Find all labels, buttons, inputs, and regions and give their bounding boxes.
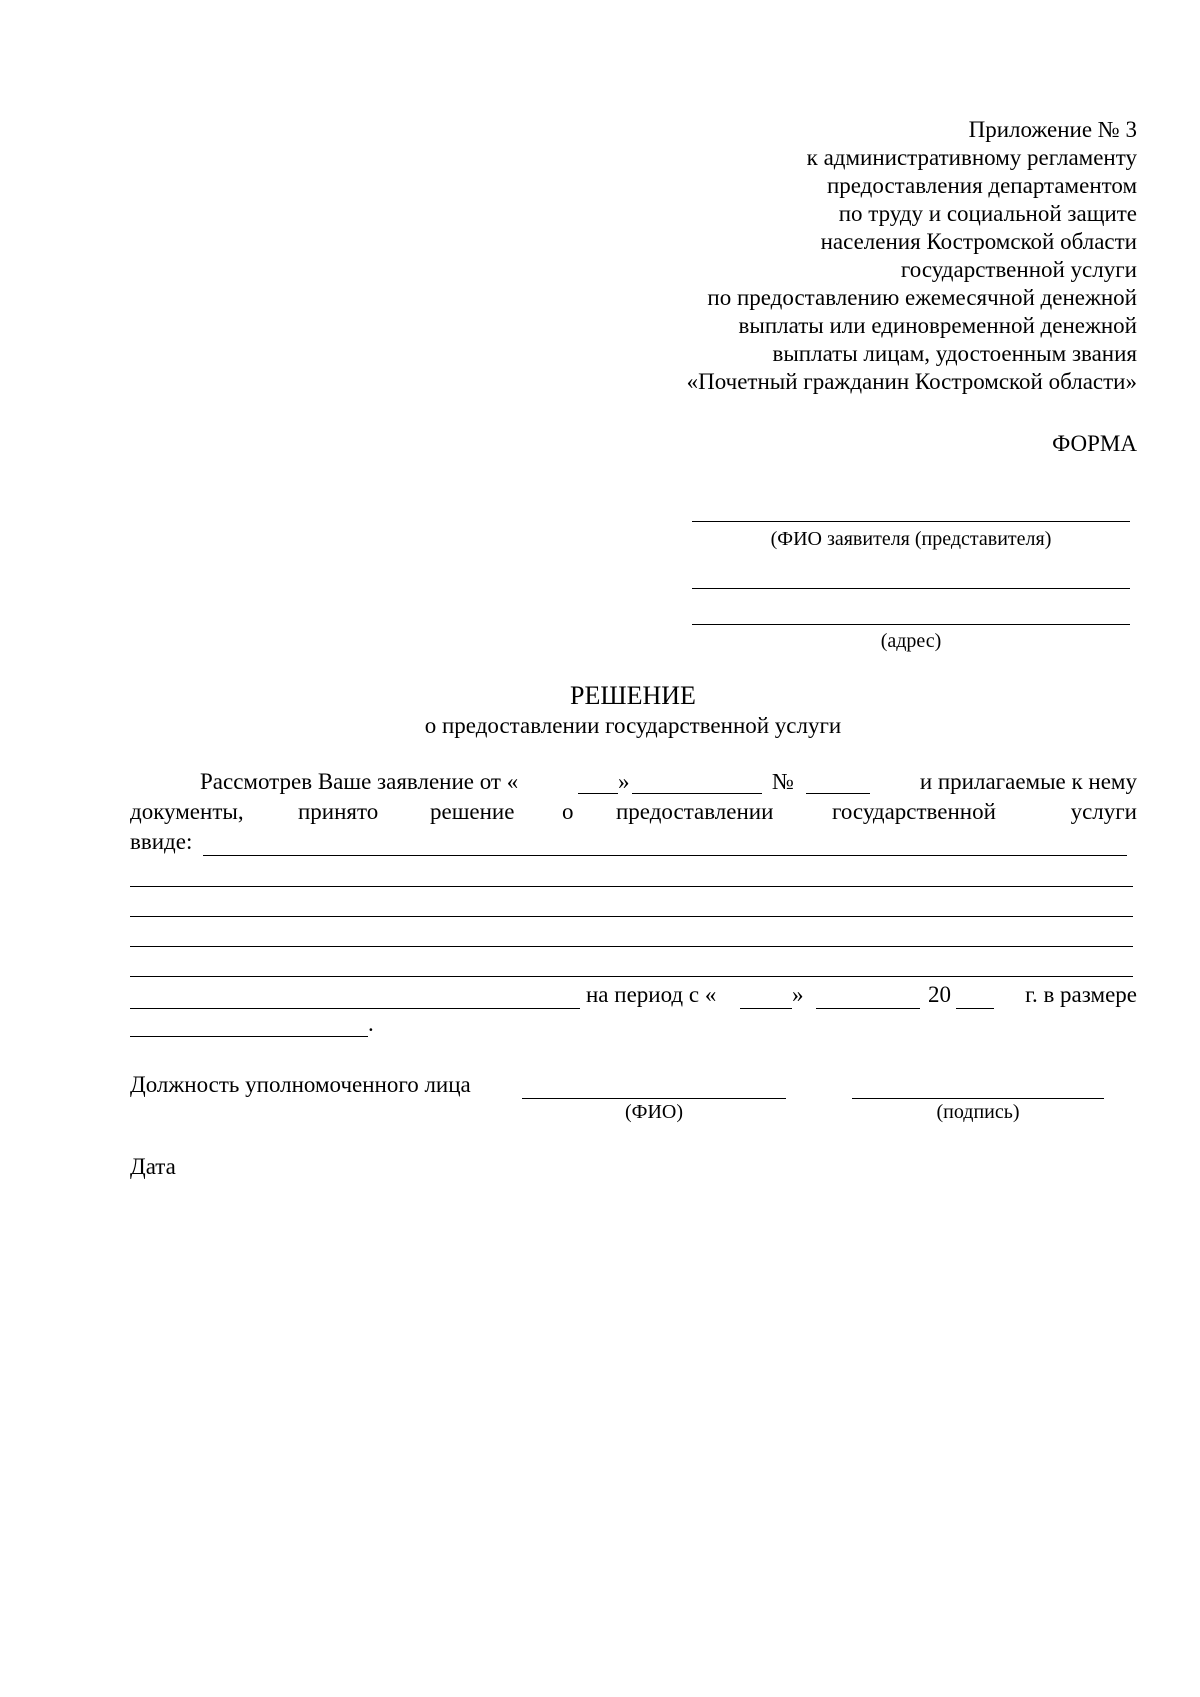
body-text-number-sign: № [772, 769, 794, 794]
period-year-blank[interactable] [956, 1008, 994, 1009]
appendix-line: населения Костромской области [820, 229, 1137, 254]
period-text: на период с « [586, 982, 717, 1007]
body-word: государственной [832, 799, 996, 824]
service-type-blank[interactable] [203, 855, 1127, 856]
signature-caption: (подпись) [936, 1101, 1020, 1123]
appendix-line: по труду и социальной защите [838, 201, 1137, 226]
appendix-line: Приложение № 3 [968, 117, 1137, 142]
appendix-line: к административному регламенту [806, 145, 1137, 170]
form-label: ФОРМА [1052, 431, 1137, 456]
signature-blank[interactable] [852, 1098, 1104, 1099]
applicant-name-line[interactable] [692, 521, 1130, 522]
body-text-quote-close: » [618, 769, 630, 794]
body-word: решение [430, 799, 515, 824]
period-day-blank[interactable] [740, 1008, 792, 1009]
application-day-blank[interactable] [578, 793, 618, 794]
address-line-1[interactable] [692, 588, 1130, 589]
period-quote-close: » [792, 982, 804, 1007]
service-blank-line[interactable] [130, 946, 1133, 947]
application-number-blank[interactable] [806, 793, 870, 794]
body-word: услуги [1070, 799, 1137, 824]
appendix-line: предоставления департаментом [826, 173, 1137, 198]
appendix-line: выплаты лицам, удостоенным звания [772, 341, 1137, 366]
application-month-year-blank[interactable] [632, 793, 762, 794]
period-amount-text: г. в размере [1025, 982, 1137, 1007]
body-word: документы, [130, 799, 244, 824]
period-year-prefix: 20 [928, 982, 951, 1007]
appendix-line: государственной услуги [900, 257, 1137, 282]
body-text-attached-docs: и прилагаемые к нему [919, 769, 1137, 794]
amount-period: . [368, 1011, 374, 1036]
body-text-considered: Рассмотрев Ваше заявление от « [200, 769, 519, 794]
period-prefix-blank[interactable] [130, 1008, 580, 1009]
service-blank-line[interactable] [130, 976, 1133, 977]
amount-blank[interactable] [130, 1036, 368, 1037]
appendix-line: «Почетный гражданин Костромской области» [686, 369, 1137, 394]
address-line-2[interactable] [692, 624, 1130, 625]
official-name-caption: (ФИО) [624, 1101, 683, 1123]
decision-subtitle: о предоставлении государственной услуги [424, 713, 842, 738]
date-label: Дата [130, 1154, 176, 1179]
body-word: принято [298, 799, 379, 824]
service-blank-line[interactable] [130, 916, 1133, 917]
decision-title: РЕШЕНИЕ [570, 681, 696, 710]
official-position-label: Должность уполномоченного лица [130, 1072, 471, 1097]
service-blank-line[interactable] [130, 886, 1133, 887]
official-name-blank[interactable] [522, 1098, 786, 1099]
appendix-line: выплаты или единовременной денежной [738, 313, 1137, 338]
applicant-name-caption: (ФИО заявителя (представителя) [770, 528, 1052, 550]
body-word: о [562, 799, 574, 824]
address-caption: (адрес) [880, 630, 942, 652]
period-month-blank[interactable] [816, 1008, 920, 1009]
body-word: предоставлении [616, 799, 774, 824]
appendix-line: по предоставлению ежемесячной денежной [707, 285, 1137, 310]
service-type-label: ввиде: [130, 829, 193, 854]
